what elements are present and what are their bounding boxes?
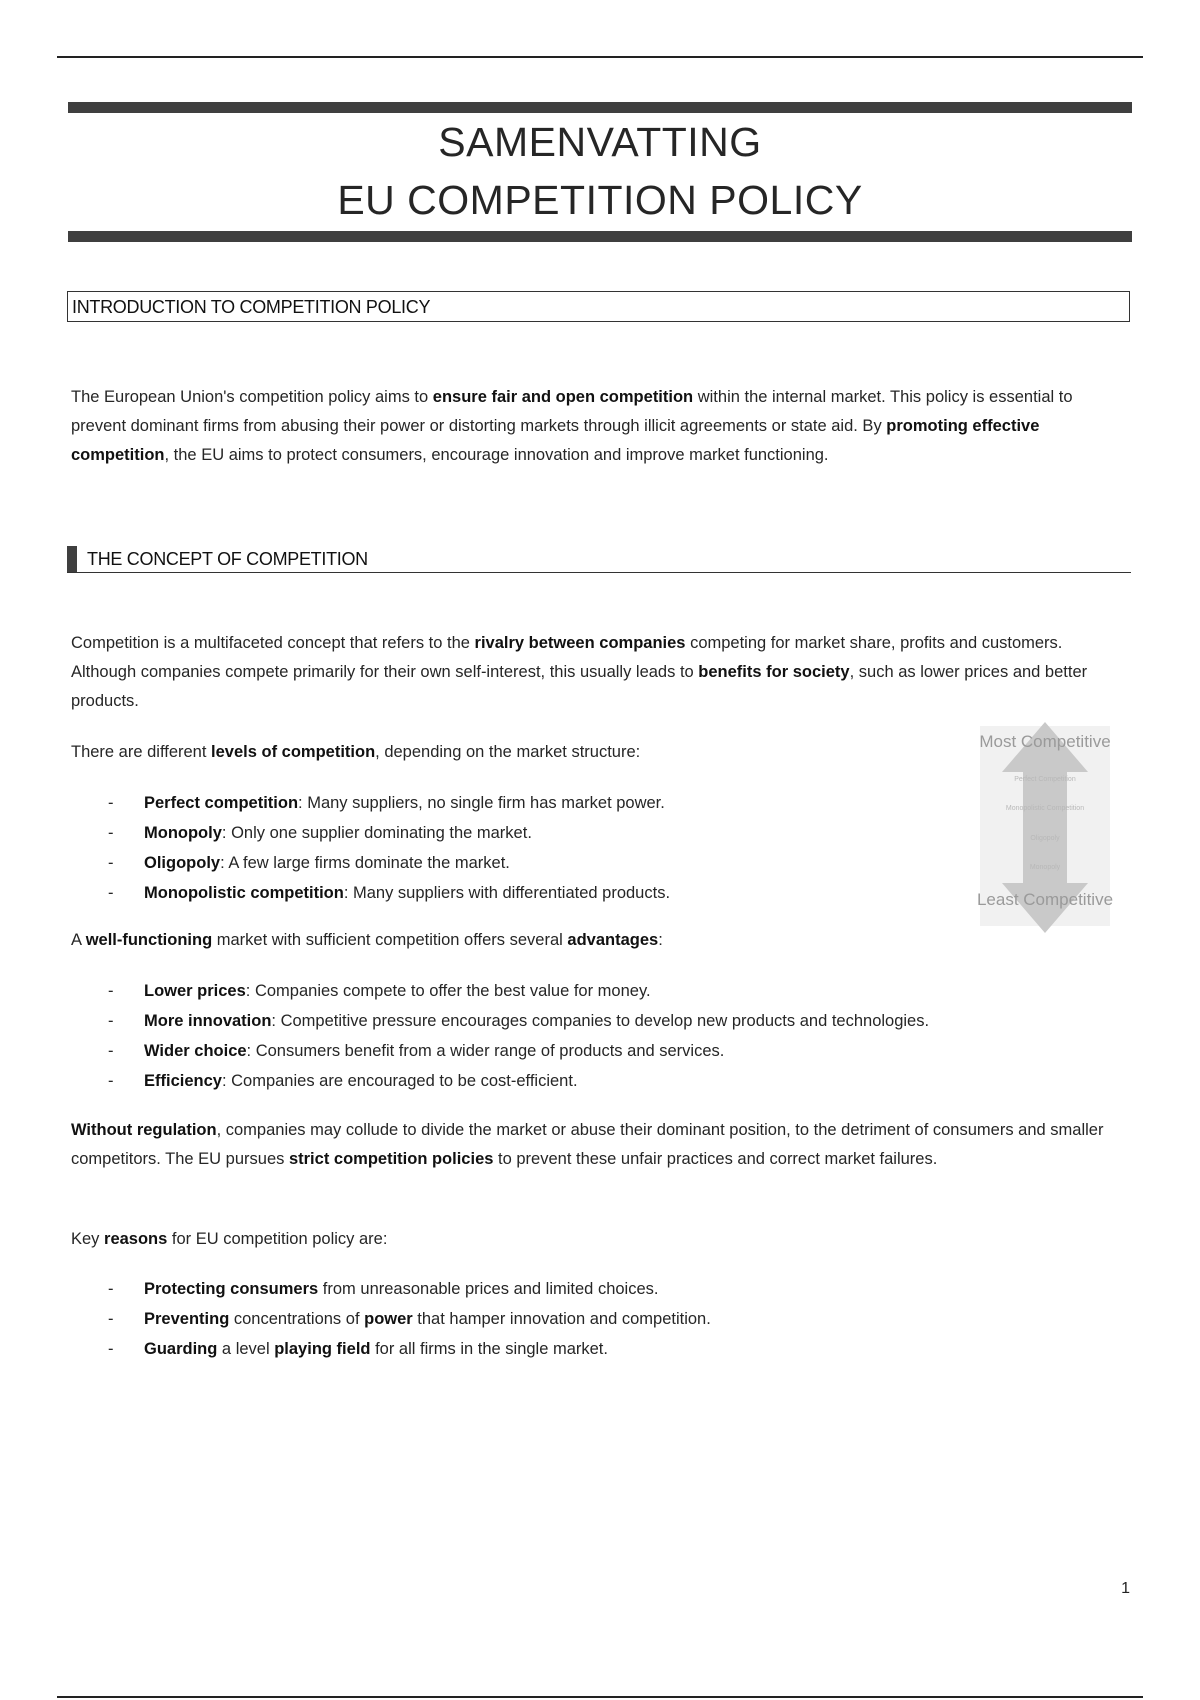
list-desc: that hamper innovation and competition. — [412, 1310, 711, 1328]
list-item — [71, 788, 1071, 818]
advantages-intro-paragraph — [71, 926, 1131, 955]
list-term: Protecting consumers — [144, 1280, 319, 1298]
title-bar-top — [68, 102, 1132, 113]
text-run: to prevent these unfair practices and correct market failures. — [493, 1150, 938, 1168]
text-run: competing for market share, profits and customers. Although companies compete primarily for their own self-interest, this usually leads to — [71, 634, 1063, 681]
bold-run: promoting effective competition — [71, 417, 1040, 464]
list-term: Lower prices — [144, 982, 246, 1000]
list-item — [71, 818, 1071, 848]
list-dash: - — [108, 854, 114, 872]
text-run: within the internal market. This policy is essential to prevent dominant firms from abusing their power or distorting markets through illicit agreements or state aid. By — [71, 388, 1073, 435]
text-run: A — [71, 931, 86, 949]
text-run: There are different — [71, 743, 212, 761]
page-top-rule — [57, 56, 1143, 58]
least-competitive-label: Least Competitive — [976, 890, 1114, 909]
list-term: Efficiency — [144, 1072, 222, 1090]
list-dash: - — [108, 794, 114, 812]
page-title — [68, 113, 1132, 231]
figure-level-label: Monopoly — [1029, 864, 1061, 871]
text-run: for EU competition policy are: — [167, 1230, 388, 1248]
list-term: Guarding — [144, 1340, 218, 1358]
page-number: 1 — [1121, 1580, 1130, 1597]
list-desc: : Only one supplier dominating the market. — [221, 824, 532, 842]
figure-level-label: Oligopoly — [1030, 835, 1060, 842]
list-term: playing field — [274, 1340, 371, 1358]
text-run: The European Union's competition policy aims to — [71, 388, 433, 406]
list-dash: - — [108, 1280, 114, 1298]
bold-run: reasons — [104, 1230, 168, 1248]
intro-paragraph — [71, 383, 1131, 470]
page-title-line-1: SAMENVATTING — [438, 119, 762, 165]
section-heading-introduction — [67, 291, 1130, 322]
bold-run: ensure fair and open competition — [432, 388, 694, 406]
page-title-line-2: EU COMPETITION POLICY — [337, 177, 863, 223]
list-term: Wider choice — [144, 1042, 247, 1060]
figure-level-label: Monopolistic Competition — [1005, 805, 1085, 812]
list-dash: - — [108, 1340, 114, 1358]
list-item — [71, 1334, 1071, 1364]
list-dash: - — [108, 1042, 114, 1060]
list-desc: : Companies are encouraged to be cost-efficient. — [221, 1072, 578, 1090]
list-item — [71, 1036, 1131, 1066]
bold-run: well-functioning — [85, 931, 213, 949]
list-item — [71, 1274, 1071, 1304]
section-heading-text: INTRODUCTION TO COMPETITION POLICY — [72, 297, 431, 317]
list-term: Oligopoly — [144, 854, 221, 872]
list-term: power — [364, 1310, 413, 1328]
list-term: Perfect competition — [144, 794, 299, 812]
list-term: Monopolistic competition — [144, 884, 344, 902]
text-run: , depending on the market structure: — [375, 743, 641, 761]
list-desc: : A few large firms dominate the market. — [220, 854, 510, 872]
list-dash: - — [108, 884, 114, 902]
list-desc: for all firms in the single market. — [370, 1340, 608, 1358]
heading-marker — [67, 546, 77, 572]
list-desc: : Companies compete to offer the best value for money. — [245, 982, 651, 1000]
list-desc: from unreasonable prices and limited choices. — [318, 1280, 659, 1298]
list-term: Preventing — [144, 1310, 230, 1328]
page-bottom-rule — [57, 1696, 1143, 1698]
section-heading-text: THE CONCEPT OF COMPETITION — [87, 549, 368, 569]
list-term: More innovation — [144, 1012, 272, 1030]
list-item — [71, 848, 1071, 878]
bold-run: strict competition policies — [288, 1150, 494, 1168]
section-heading-concept — [67, 545, 1131, 573]
figure-level-label: Perfect Competition — [1014, 776, 1076, 783]
text-run: , such as lower prices and better products. — [71, 663, 1088, 710]
list-term: Monopoly — [144, 824, 222, 842]
list-desc: a level — [217, 1340, 275, 1358]
most-competitive-label: Most Competitive — [979, 732, 1111, 751]
bold-run: Without regulation — [71, 1121, 217, 1139]
reasons-list — [71, 1274, 1071, 1364]
levels-intro-paragraph — [71, 738, 971, 767]
bold-run: advantages — [567, 931, 659, 949]
concept-paragraph — [71, 629, 1131, 716]
regulation-paragraph — [71, 1116, 1131, 1174]
text-run: Competition is a multifaceted concept that refers to the — [71, 634, 475, 652]
advantages-list — [71, 976, 1131, 1096]
text-run: , companies may collude to divide the market or abuse their dominant position, to the detriment of consumers and smaller competitors. The EU pursues — [71, 1121, 1104, 1168]
reasons-intro-paragraph — [71, 1225, 1131, 1254]
bold-run: rivalry between companies — [474, 634, 686, 652]
list-dash: - — [108, 1310, 114, 1328]
levels-list — [71, 788, 1071, 908]
text-run: market with sufficient competition offers several — [212, 931, 568, 949]
list-item — [71, 1066, 1131, 1096]
list-item — [71, 878, 1071, 908]
list-desc: concentrations of — [229, 1310, 365, 1328]
list-desc: : Many suppliers, no single firm has market power. — [298, 794, 665, 812]
list-item — [71, 1304, 1071, 1334]
text-run: : — [658, 931, 663, 949]
text-run: Key — [71, 1230, 105, 1248]
list-dash: - — [108, 1012, 114, 1030]
list-item — [71, 976, 1131, 1006]
list-desc: : Many suppliers with differentiated products. — [343, 884, 671, 902]
bold-run: benefits for society — [698, 663, 850, 681]
text-run: , the EU aims to protect consumers, encourage innovation and improve market functioning. — [164, 446, 829, 464]
title-bar-bottom — [68, 231, 1132, 242]
competition-scale-figure — [970, 720, 1120, 935]
bold-run: levels of competition — [211, 743, 376, 761]
list-desc: : Consumers benefit from a wider range of products and services. — [246, 1042, 725, 1060]
list-desc: : Competitive pressure encourages companies to develop new products and technologies. — [271, 1012, 930, 1030]
list-dash: - — [108, 1072, 114, 1090]
list-dash: - — [108, 982, 114, 1000]
list-dash: - — [108, 824, 114, 842]
list-item — [71, 1006, 1131, 1036]
